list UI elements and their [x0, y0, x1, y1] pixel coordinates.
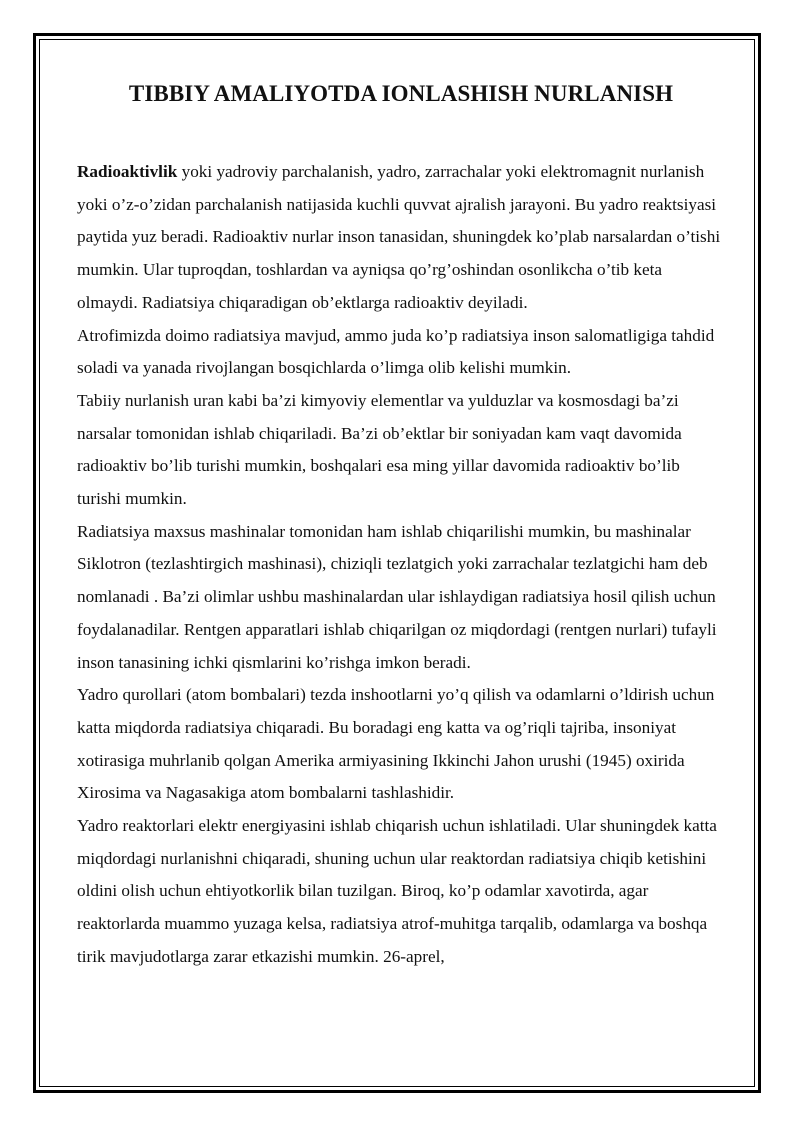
paragraph-machines: Radiatsiya maxsus mashinalar tomonidan ham ishlab chiqarilishi mumkin, bu mashinalar Siklotron (tezlashtirgich mashinasi), chiziqli tezlatgich yoki zarrachalar tezlatgichi ham deb nomlanadi . Ba’zi olimlar ushbu mashinalardan ular ishlaydigan radiatsiya hosil qilish uchun foydalanadilar. Rentgen apparatlari ishlab chiqarilgan oz miqdordagi (rentgen nurlari) tufayli inson tanasining ichki qismlarini ko’rishga imkon beradi. [77, 521, 717, 672]
paragraph-nuclear-reactors: Yadro reaktorlari elektr energiyasini ishlab chiqarish uchun ishlatiladi. Ular shuningdek katta miqdordagi nurlanishni chiqaradi, shuning uchun ular reaktordan radiatsiya chiqib ketishini oldini olish uchun ehtiyotkorlik bilan tuzilgan. Biroq, ko’p odamlar xavotirda, agar reaktorlarda muammo yuzaga kelsa, radiatsiya atrof-muhitga tarqalib, odamlarga va boshqa tirik mavjudotlarga zarar etkazishi mumkin. 26-aprel, [77, 816, 717, 966]
paragraph-nuclear-weapons: Yadro qurollari (atom bombalari) tezda inshootlarni yo’q qilish va odamlarni o’ldirish uchun katta miqdorda radiatsiya chiqaradi. Bu boradagi eng katta va og’riqli tajriba, insoniyat xotirasiga muhrlanib qolgan Amerika armiyasining Ikkinchi Jahon urushi (1945) oxirida Xirosima va Nagasakiga atom bombalarni tashlashidir. [77, 685, 715, 803]
document-body [77, 156, 725, 974]
document-content [77, 80, 725, 974]
lead-term: Radioaktivlik [77, 162, 178, 181]
paragraph-radioactivity [77, 156, 725, 320]
paragraph-natural-radiation: Tabiiy nurlanish uran kabi ba’zi kimyoviy elementlar va yulduzlar va kosmosdagi ba’zi narsalar tomonidan ishlab chiqariladi. Ba’zi ob’ektlar bir soniyadan kam vaqt davomida radioaktiv bo’lib turishi mumkin, boshqalari esa ming yillar davomida radioaktiv bo’lib turishi mumkin. [77, 390, 682, 509]
document-title: TIBBIY AMALIYOTDA IONLASHISH NURLANISH [128, 81, 674, 106]
paragraph-text: yoki yadroviy parchalanish, yadro, zarrachalar yoki elektromagnit nurlanish yoki o’z-o’zidan parchalanish natijasida kuchli quvvat ajralish jarayoni. Bu yadro reaktsiyasi paytida yuz beradi. Radioaktiv nurlar inson tanasidan, shuningdek ko’plab narsalardan o’tishi mumkin. Ular tuproqdan, toshlardan va ayniqsa qo’rg’oshindan osonlikcha o’tib keta olmaydi. Radiatsiya chiqaradigan ob’ektlarga radioaktiv deyiladi. [77, 162, 721, 312]
paragraph-health-threat: Atrofimizda doimo radiatsiya mavjud, ammo juda ko’p radiatsiya inson salomatligiga tahdid soladi va yanada rivojlangan bosqichlarda o’limga olib kelishi mumkin. [77, 325, 715, 378]
